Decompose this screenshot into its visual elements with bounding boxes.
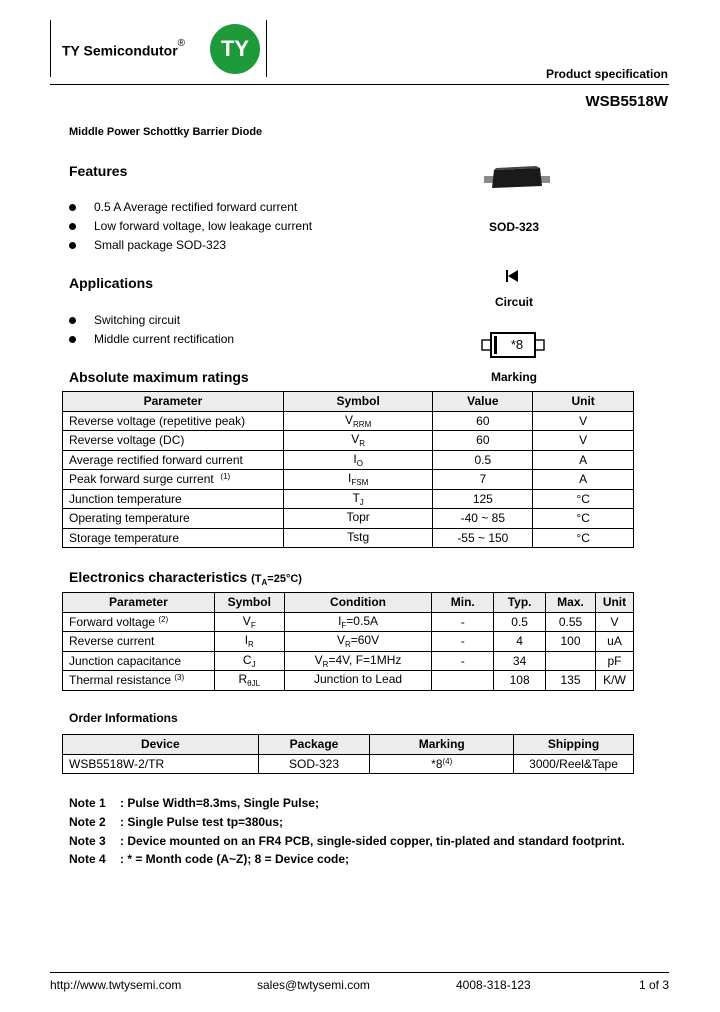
param: Operating temperature xyxy=(69,511,190,526)
param: Peak forward surge current xyxy=(69,472,214,487)
col-device: Device xyxy=(63,735,259,755)
param: Junction temperature xyxy=(69,491,182,506)
unit: A xyxy=(533,470,634,490)
footer-page: 1 of 3 xyxy=(638,978,669,992)
symbol: I xyxy=(353,451,357,466)
order-table xyxy=(62,734,634,774)
ty-logo: TY xyxy=(210,24,260,74)
applications-list xyxy=(69,311,234,349)
device-subtitle: Middle Power Schottky Barrier Diode xyxy=(69,126,263,138)
table-row: Thermal resistance $^{(3)}$ $R_{\theta JL}$ Junction to Lead 108 135 K/W xyxy=(63,671,634,691)
col-unit: Unit xyxy=(533,392,634,412)
value: 60 xyxy=(433,431,533,451)
doc-type: Product specification xyxy=(545,67,668,81)
table-row: Forward voltage $^{(2)}$ $V_F$ $I_F=0.5A$ - 0.5 0.55 V xyxy=(63,612,634,632)
unit: °C xyxy=(533,509,634,529)
value: 125 xyxy=(433,489,533,509)
param: Reverse voltage (DC) xyxy=(69,433,185,448)
circuit-label: Circuit xyxy=(494,295,533,309)
col-parameter: Parameter xyxy=(63,593,215,613)
marking-code: *8 xyxy=(510,337,524,352)
col-min: Min. xyxy=(432,593,494,613)
table-row: Reverse voltage (repetitive peak) $V_{RRM}$ 60 V xyxy=(63,411,634,431)
features-heading: Features xyxy=(69,163,128,179)
col-marking: Marking xyxy=(370,735,514,755)
order-heading: Order Informations xyxy=(69,711,178,725)
elec-table xyxy=(62,592,634,691)
list-item: Small package SOD-323 xyxy=(69,236,312,255)
value: 0.5 xyxy=(433,450,533,470)
features-list xyxy=(69,198,312,255)
unit: °C xyxy=(533,528,634,548)
header-left-rule xyxy=(50,20,51,77)
col-value: Value xyxy=(433,392,533,412)
symbol: T xyxy=(352,490,360,505)
col-typ: Typ. xyxy=(494,593,546,613)
param: Forward voltage xyxy=(69,614,156,629)
package-label: SOD-323 xyxy=(488,220,540,234)
table-row: Reverse voltage (DC) $V_R$ 60 V xyxy=(63,431,634,451)
table-row: Reverse current $I_R$ $V_R=60V$ - 4 100 uA xyxy=(63,632,634,652)
symbol: Tstg xyxy=(347,529,370,544)
abs-max-heading: Absolute maximum ratings xyxy=(69,369,249,385)
table-row: WSB5518W-2/TR SOD-323 *8$^{(4)}$ 3000/Reel&Tape xyxy=(63,754,634,774)
unit: °C xyxy=(533,489,634,509)
value: 60 xyxy=(433,411,533,431)
col-max: Max. xyxy=(546,593,596,613)
list-item: Middle current rectification xyxy=(69,330,234,349)
sod323-package-icon xyxy=(482,160,552,196)
table-header-row xyxy=(63,735,634,755)
unit: A xyxy=(533,450,634,470)
unit: V xyxy=(533,411,634,431)
param: Average rectified forward current xyxy=(69,452,243,467)
symbol: V xyxy=(351,432,360,447)
col-condition: Condition xyxy=(284,593,432,613)
note-1: Note 1 : Pulse Width=8.3ms, Single Pulse; xyxy=(69,796,319,810)
unit: V xyxy=(533,431,634,451)
note-3: Note 3 : Device mounted on an FR4 PCB, single-sided copper, tin-plated and standard footprint. xyxy=(69,834,625,848)
list-item: Switching circuit xyxy=(69,311,234,330)
list-item: Low forward voltage, low leakage current xyxy=(69,217,312,236)
applications-heading: Applications xyxy=(69,275,154,291)
table-row: Average rectified forward current $I_O$ 0.5 A xyxy=(63,450,634,470)
footer-website[interactable]: http://www.twtysemi.com xyxy=(50,978,182,992)
footer-email[interactable]: sales@twtysemi.com xyxy=(257,978,370,992)
col-parameter: Parameter xyxy=(63,392,284,412)
marking-label: Marking xyxy=(490,370,537,384)
table-row xyxy=(63,528,634,548)
table-row xyxy=(63,509,634,529)
value: 7 xyxy=(433,470,533,490)
value: -40 ~ 85 xyxy=(433,509,533,529)
col-symbol: Symbol xyxy=(214,593,284,613)
list-item: 0.5 A Average rectified forward current xyxy=(69,198,312,217)
table-header-row xyxy=(63,593,634,613)
part-number: WSB5518W xyxy=(585,93,668,110)
col-shipping: Shipping xyxy=(514,735,634,755)
symbol: Topr xyxy=(346,510,370,525)
value: -55 ~ 150 xyxy=(433,528,533,548)
header-rule xyxy=(50,84,669,85)
param: Reverse current xyxy=(69,634,155,649)
abs-max-table xyxy=(62,391,634,548)
table-row: Peak forward surge current $^{(1)}$ $I_{FSM}$ 7 A xyxy=(63,470,634,490)
header-right-rule xyxy=(266,20,267,77)
table-header-row xyxy=(63,392,634,412)
symbol: I xyxy=(348,471,352,486)
footer-phone: 4008-318-123 xyxy=(456,978,531,992)
footer-rule xyxy=(50,972,669,973)
company-name: TY Semicondutor® xyxy=(62,38,186,59)
note-2: Note 2 : Single Pulse test tp=380us; xyxy=(69,815,284,829)
note-4: Note 4 : * = Month code (A~Z); 8 = Device code; xyxy=(69,852,350,866)
param: Junction capacitance xyxy=(69,653,182,668)
col-package: Package xyxy=(258,735,370,755)
param: Thermal resistance xyxy=(69,673,172,688)
param: Storage temperature xyxy=(69,530,180,545)
symbol: V xyxy=(345,412,354,427)
elec-heading: Electronics characteristics $(T_A=25^\circ C)$ xyxy=(69,569,302,587)
param: Reverse voltage (repetitive peak) xyxy=(69,413,246,428)
diode-symbol-icon xyxy=(504,268,520,284)
table-row: Junction temperature $T_J$ 125 °C xyxy=(63,489,634,509)
col-unit: Unit xyxy=(595,593,633,613)
table-row: Junction capacitance $C_J$ $V_R=4V$, F=1MHz - 34 pF xyxy=(63,651,634,671)
col-symbol: Symbol xyxy=(283,392,433,412)
